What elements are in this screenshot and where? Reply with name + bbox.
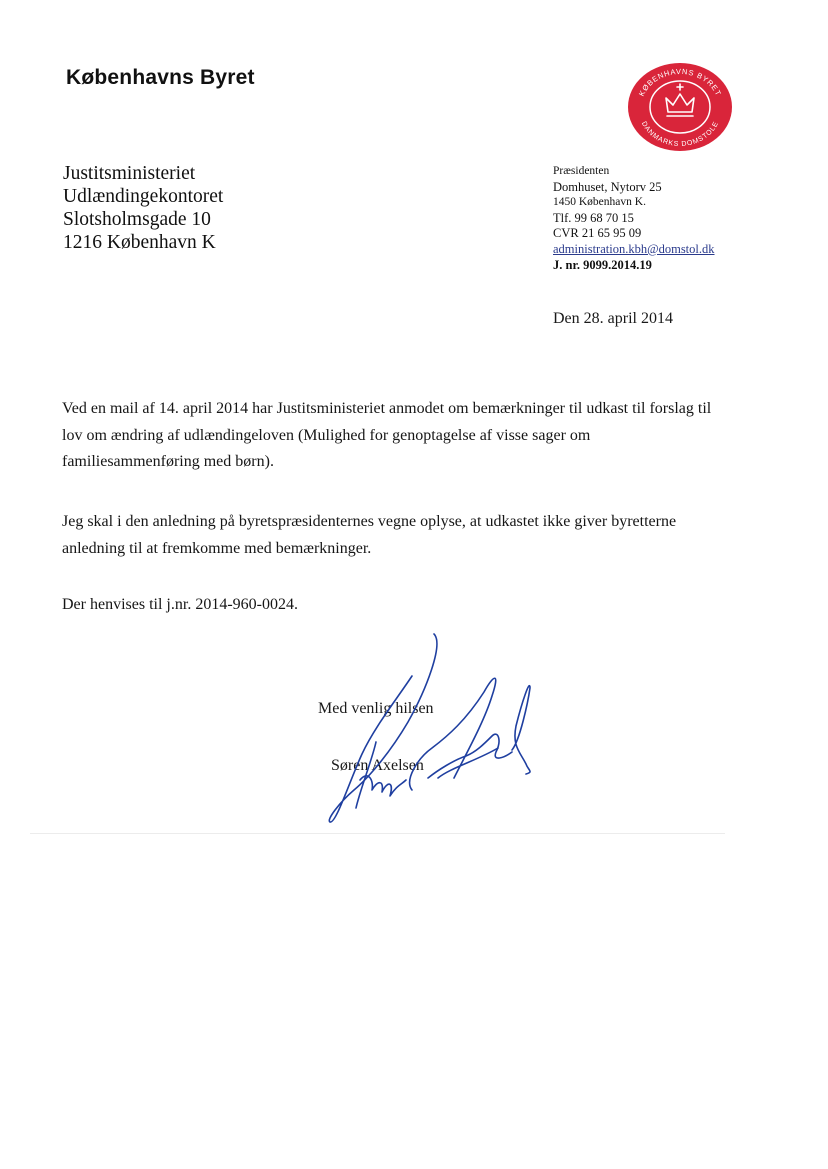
letter-date: Den 28. april 2014 xyxy=(553,310,673,327)
case-number: J. nr. 9099.2014.19 xyxy=(553,257,652,272)
recipient-line: Udlændingekontoret xyxy=(63,186,224,207)
recipient-line: Justitsministeriet xyxy=(63,163,196,184)
page-divider xyxy=(30,833,725,834)
sender-block xyxy=(553,164,715,273)
court-name: Københavns Byret xyxy=(66,66,255,89)
sender-cvr: CVR 21 65 95 09 xyxy=(553,226,642,241)
recipient-address xyxy=(63,162,223,254)
closing-greeting: Med venlig hilsen xyxy=(318,700,434,717)
court-seal xyxy=(627,62,733,152)
signer-name: Søren Axelsen xyxy=(331,757,424,774)
sender-address: Domhuset, Nytorv 25 xyxy=(553,179,662,194)
recipient-line: 1216 København K xyxy=(63,232,216,253)
seal-text-bottom: DANMARKS DOMSTOLE xyxy=(639,120,721,149)
body-paragraph: Jeg skal i den anledning på byretspræsidenternes vegne oplyse, at udkastet ikke giver byretterne anledning til at fremkomme med bemærkninger. xyxy=(62,513,677,557)
recipient-line: Slotsholmsgade 10 xyxy=(63,209,211,230)
handwritten-signature xyxy=(316,630,538,830)
sender-title: Præsidenten xyxy=(553,165,610,177)
seal-text-top: KØBENHAVNS BYRET xyxy=(636,66,724,98)
body-paragraph: Ved en mail af 14. april 2014 har Justitsministeriet anmodet om bemærkninger til udkast til forslag til lov om ændring af udlændingeloven (Mulighed for genoptagelse af visse sager om familiesammenføring med børn). xyxy=(62,400,712,470)
sender-postal: 1450 København K. xyxy=(553,196,646,209)
body-paragraph: Der henvises til j.nr. 2014-960-0024. xyxy=(62,596,298,613)
sender-phone: Tlf. 99 68 70 15 xyxy=(553,210,634,225)
sender-email-link[interactable]: administration.kbh@domstol.dk xyxy=(553,241,715,256)
seal-ellipse xyxy=(628,63,732,151)
